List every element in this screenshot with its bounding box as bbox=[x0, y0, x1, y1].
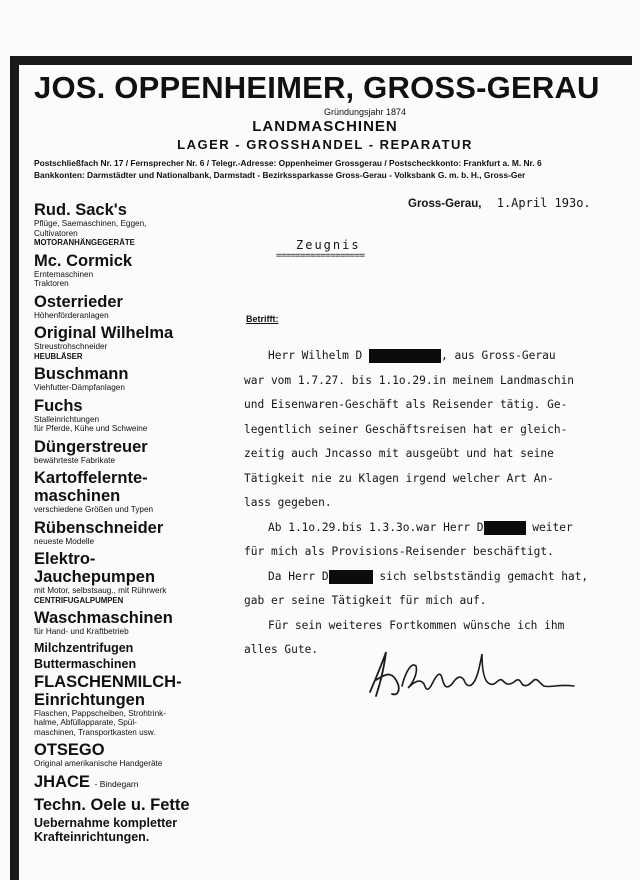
business-type: LANDMASCHINEN bbox=[252, 118, 398, 135]
brand-ruebenschneider-desc: neueste Modelle bbox=[34, 536, 95, 546]
body-line: Für sein weiteres Fortkommen wünsche ich ihm bbox=[268, 618, 565, 632]
brand-sack-desc: Pflüge, Saemaschinen, Eggen, Cultivatoren MOTORANHÄNGEGERÄTE bbox=[34, 219, 147, 247]
brand-buttermaschinen: Buttermaschinen bbox=[34, 656, 137, 671]
brand-waschmaschinen: Waschmaschinen bbox=[34, 609, 173, 627]
brand-otsego-desc: Original amerikanische Handgeräte bbox=[34, 759, 163, 768]
body-line: war vom 1.7.27. bis 1.1o.29.in meinem Landmaschin bbox=[244, 373, 575, 387]
brand-buschmann-desc: Viehfutter-Dämpfanlagen bbox=[34, 383, 125, 392]
letter-title: Zeugnis bbox=[296, 238, 361, 252]
body-line: alles Gute. bbox=[244, 643, 319, 656]
date-value: 1.April 193o. bbox=[496, 196, 591, 210]
body-line: Da Herr D sich selbstständig gemacht hat, bbox=[268, 569, 589, 583]
service-note: Uebernahme kompletter Krafteinrichtungen. bbox=[34, 815, 178, 844]
founded-year: Gründungsjahr 1874 bbox=[323, 107, 407, 117]
body-line: zeitig auch Jncasso mit ausgeübt und hat seine bbox=[244, 447, 554, 460]
letterhead-top-rule bbox=[10, 56, 632, 65]
body-line: und Eisenwaren-Geschäft als Reisender tätig. Ge- bbox=[244, 398, 568, 411]
brand-mccormick-desc: Erntemaschinen Traktoren bbox=[34, 269, 94, 288]
brand-duengerstreuer-desc: bewährteste Fabrikate bbox=[34, 455, 116, 465]
product-sidebar bbox=[34, 201, 234, 844]
date-place: Gross-Gerau, bbox=[408, 198, 482, 210]
body-line: gab er seine Tätigkeit für mich auf. bbox=[244, 594, 487, 607]
date-line bbox=[408, 196, 591, 210]
brand-osterrieder-desc: Höhenförderanlagen bbox=[34, 310, 109, 320]
brand-flaschenmilch-desc: Flaschen, Pappscheiben, Strohtrink- halme, Abfüllapparate, Spül- maschinen, Transportkasten usw. bbox=[34, 708, 166, 737]
brand-flaschenmilch: FLASCHENMILCH- Einrichtungen bbox=[34, 672, 182, 709]
brand-duengerstreuer: Düngerstreuer bbox=[34, 437, 148, 456]
brand-sack: Rud. Sack's bbox=[34, 201, 127, 219]
brand-jauchepumpen: Elektro- Jauchepumpen bbox=[34, 550, 156, 586]
body-line: legentlich seiner Geschäftsreisen hat er gleich- bbox=[244, 422, 568, 436]
brand-ruebenschneider: Rübenschneider bbox=[34, 518, 164, 537]
brand-mccormick: Mc. Cormick bbox=[34, 251, 133, 270]
redaction-bar bbox=[329, 570, 373, 584]
brand-otsego: OTSEGO bbox=[34, 741, 105, 759]
contact-line-2: Bankkonten: Darmstädter und Nationalbank, Darmstadt - Bezirkssparkasse Gross-Gerau - Volksbank G. m. b. H., Gross-Ger bbox=[34, 170, 526, 180]
company-name: JOS. OPPENHEIMER, GROSS-GERAU bbox=[34, 70, 600, 105]
letter-body bbox=[244, 344, 604, 663]
brand-oele-fette: Techn. Oele u. Fette bbox=[34, 795, 190, 814]
body-line: Ab 1.1o.29.bis 1.3.3o.war Herr D weiter bbox=[268, 520, 573, 534]
body-line: Herr Wilhelm D , aus Gross-Gerau bbox=[268, 349, 556, 362]
contact-line-1: Postschließfach Nr. 17 / Fernsprecher Nr. 6 / Telegr.-Adresse: Oppenheimer Grossgerau / Postscheckkonto: Frankfurt a. M. Nr. 6 bbox=[34, 158, 542, 168]
brand-wilhelma-desc: Streustrohschneider HEUBLÄSER bbox=[34, 342, 108, 361]
body-line: für mich als Provisions-Reisender beschäftigt. bbox=[244, 545, 554, 558]
brand-buschmann: Buschmann bbox=[34, 365, 129, 383]
brand-waschmaschinen-desc: für Hand- und Kraftbetrieb bbox=[34, 627, 129, 636]
brand-fuchs-desc: Stalleinrichtungen für Pferde, Kühe und Schweine bbox=[34, 414, 148, 433]
letter-title-rule: ================== bbox=[276, 251, 365, 261]
brand-wilhelma: Original Wilhelma bbox=[34, 324, 174, 342]
body-line: Tätigkeit nie zu Klagen irgend welcher Art An- bbox=[244, 471, 554, 485]
contact-info bbox=[34, 157, 634, 181]
brand-kartoffelernte: Kartoffelernte- maschinen bbox=[34, 469, 148, 505]
business-services: LAGER - GROSSHANDEL - REPARATUR bbox=[177, 137, 473, 152]
brand-osterrieder: Osterrieder bbox=[34, 292, 123, 311]
brand-fuchs: Fuchs bbox=[34, 396, 83, 415]
redaction-bar bbox=[369, 349, 441, 363]
brand-jauchepumpen-desc: mit Motor, selbstsaug., mit Rührwerk CENTRIFUGALPUMPEN bbox=[34, 586, 167, 605]
body-line: lass gegeben. bbox=[244, 496, 332, 509]
letterhead-left-rule bbox=[10, 56, 19, 880]
brand-kartoffelernte-desc: verschiedene Größen und Typen bbox=[34, 505, 154, 514]
brand-milchzentrifugen: Milchzentrifugen bbox=[34, 640, 134, 655]
brand-jhace: JHACE - Bindegarn bbox=[34, 772, 139, 791]
redaction-bar bbox=[484, 521, 526, 535]
handwritten-signature bbox=[362, 640, 592, 710]
betrifft-label: Betrifft: bbox=[246, 314, 279, 324]
